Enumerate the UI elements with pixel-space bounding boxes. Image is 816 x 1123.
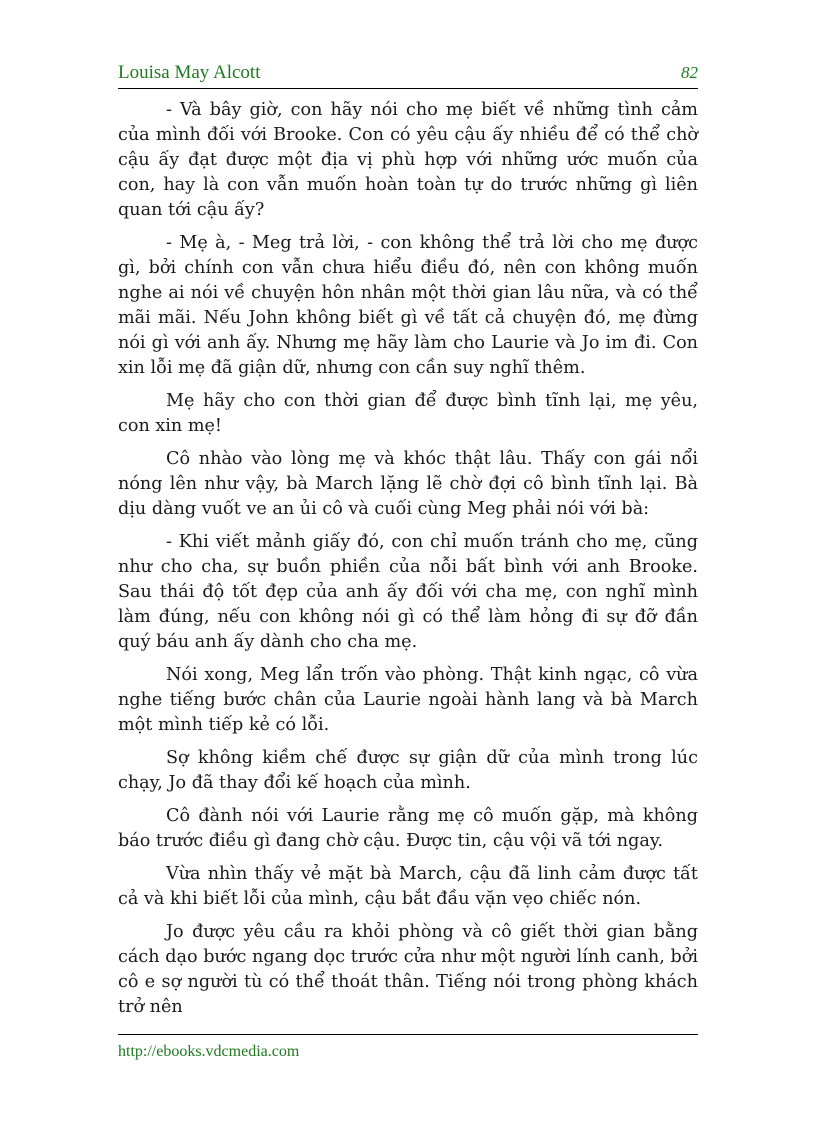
paragraph: Vừa nhìn thấy vẻ mặt bà March, cậu đã linh cảm được tất cả và khi biết lỗi của mình, cậu bắt đầu vặn vẹo chiếc nón. (118, 864, 698, 909)
paragraph: Mẹ hãy cho con thời gian để được bình tĩnh lại, mẹ yêu, con xin mẹ! (118, 391, 698, 436)
paragraph: Sợ không kiềm chế được sự giận dữ của mình trong lúc chạy, Jo đã thay đổi kế hoạch của mình. (118, 748, 698, 793)
paragraph: Cô nhào vào lòng mẹ và khóc thật lâu. Thấy con gái nổi nóng lên như vậy, bà March lặng lẽ chờ đợi cô bình tĩnh lại. Bà dịu dàng vuốt ve an ủi cô và cuối cùng Meg phải nói với bà: (118, 449, 698, 519)
book-author: Louisa May Alcott (118, 62, 261, 83)
paragraph: - Và bây giờ, con hãy nói cho mẹ biết về những tình cảm của mình đối với Brooke. Con có yêu cậu ấy nhiều để có thể chờ cậu ấy đạt được một địa vị phù hợp với những ước muốn của con, hay là con vẫn muốn hoàn toàn tự do trước những gì liên quan tới cậu ấy? (118, 100, 698, 220)
paragraph: Cô đành nói với Laurie rằng mẹ cô muốn gặp, mà không báo trước điều gì đang chờ cậu. Được tin, cậu vội vã tới ngay. (118, 806, 698, 851)
paragraph: Jo được yêu cầu ra khỏi phòng và cô giết thời gian bằng cách dạo bước ngang dọc trước cửa như một người lính canh, bởi cô e sợ người tù có thể thoát thân. Tiếng nói trong phòng khách trở nên (118, 922, 698, 1017)
footer-url-link[interactable]: http://ebooks.vdcmedia.com (118, 1043, 300, 1060)
paragraph: - Khi viết mảnh giấy đó, con chỉ muốn tránh cho mẹ, cũng như cho cha, sự buồn phiền của nỗi bất bình với anh Brooke. Sau thái độ tốt đẹp của anh ấy đối với cha mẹ, con nghĩ mình làm đúng, nếu con không nói gì có thể làm hỏng đi sự đỡ đần quý báu anh ấy dành cho cha mẹ. (118, 532, 698, 652)
page-body (118, 98, 698, 1028)
page-number: 82 (681, 63, 698, 82)
paragraph: Nói xong, Meg lẩn trốn vào phòng. Thật kinh ngạc, cô vừa nghe tiếng bước chân của Laurie ngoài hành lang và bà March một mình tiếp kẻ có lỗi. (118, 665, 698, 735)
paragraph: - Mẹ à, - Meg trả lời, - con không thể trả lời cho mẹ được gì, bởi chính con vẫn chưa hiểu điều đó, nên con không muốn nghe ai nói về chuyện hôn nhân một thời gian lâu nữa, và có thể mãi mãi. Nếu John không biết gì về tất cả chuyện đó, mẹ đừng nói gì với anh ấy. Nhưng mẹ hãy làm cho Laurie và Jo im đi. Con xin lỗi mẹ đã giận dữ, nhưng con cần suy nghĩ thêm. (118, 233, 698, 378)
footer-divider (118, 1034, 698, 1035)
page-header (118, 62, 698, 89)
